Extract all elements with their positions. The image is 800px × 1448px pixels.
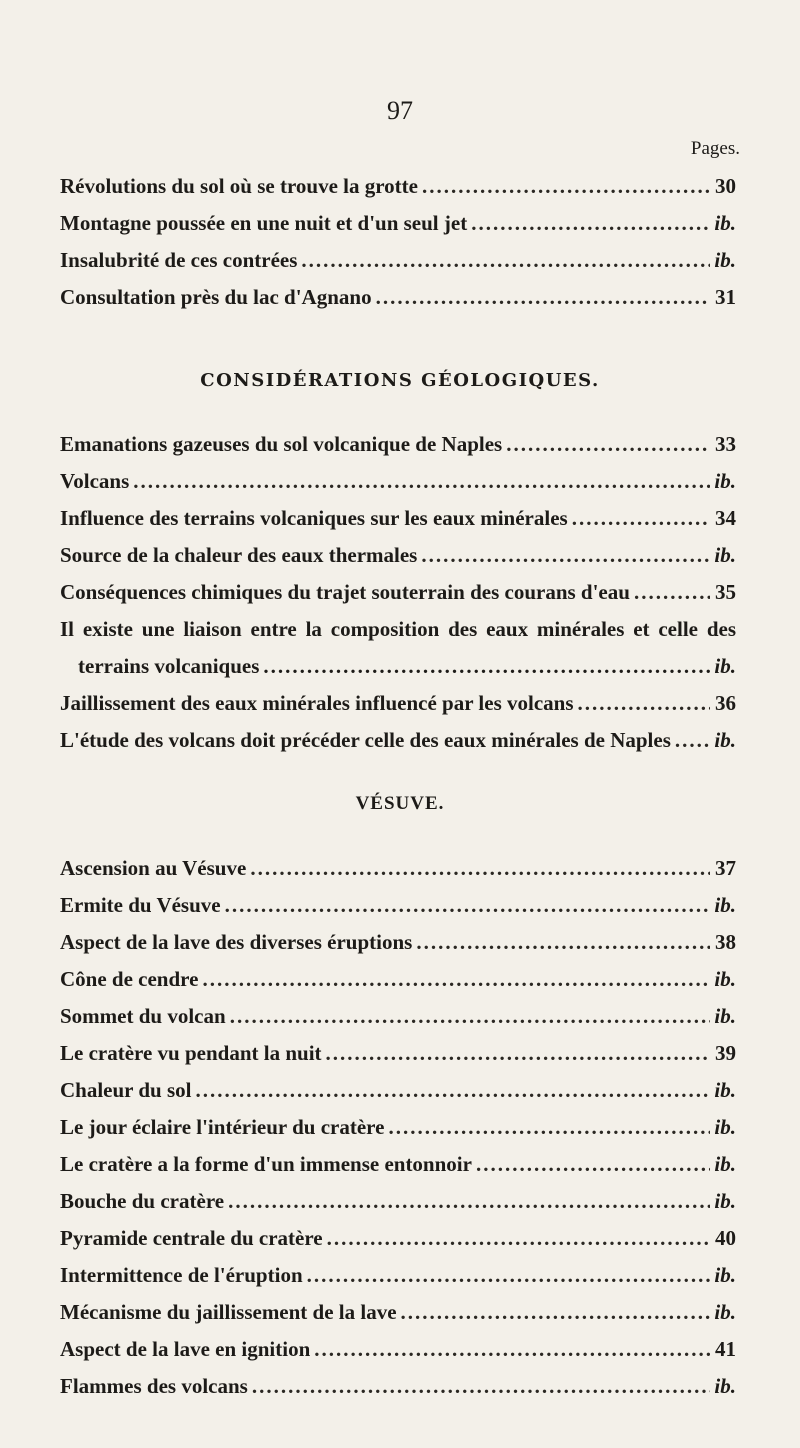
toc-entry-text: Bouche du cratère [60,1189,225,1213]
toc-entry-text: Il existe une liaison entre la composition des eaux minérales et celle des [60,617,736,641]
toc-entry-text: Flammes des volcans [60,1374,248,1398]
toc-entry-page: 37 [715,856,736,880]
toc-entry [60,1257,736,1294]
toc-entry-text: Conséquences chimiques du trajet souterrain des courans d'eau [60,580,630,604]
toc-entry-text: Ermite du Vésuve [60,893,221,917]
toc-entry [60,1109,736,1146]
toc-entry-page: ib. [714,1189,736,1213]
toc-entry [60,574,736,611]
dot-leader [307,1257,710,1294]
dot-leader [675,722,710,759]
toc-entry [60,537,736,574]
toc-entry-text: Aspect de la lave des diverses éruptions [60,930,413,954]
toc-entry-text: Révolutions du sol où se trouve la grotte [60,174,418,198]
toc-entry [60,1146,736,1183]
section-heading-geology: CONSIDÉRATIONS GÉOLOGIQUES. [200,370,600,391]
toc-entry-text: Montagne poussée en une nuit et d'un seul jet [60,211,468,235]
pages-column-label: Pages. [690,138,740,159]
dot-leader [196,1072,711,1109]
toc-entry-page: 33 [715,432,736,456]
toc-entry-page: ib. [714,211,736,235]
toc-entry-text: Emanations gazeuses du sol volcanique de Naples [60,432,503,456]
dot-leader [133,463,710,500]
toc-entry [60,1331,736,1368]
toc-entry-page: ib. [714,654,736,678]
dot-leader [327,1220,710,1257]
toc-entry [60,924,736,961]
toc-entry-text: Le cratère vu pendant la nuit [60,1041,322,1065]
toc-entry-text: Jaillissement des eaux minérales influencé par les volcans [60,691,574,715]
dot-leader [471,205,710,242]
dot-leader [422,168,710,205]
dot-leader [416,924,710,961]
toc-entry-text: Volcans [60,469,130,493]
toc-entry-page: 38 [715,930,736,954]
dot-leader [263,648,710,685]
toc-entry-text: Cône de cendre [60,967,199,991]
dot-leader [476,1146,710,1183]
toc-entry [60,887,736,924]
toc-entry-page: ib. [714,543,736,567]
toc-entry-text: Source de la chaleur des eaux thermales [60,543,418,567]
dot-leader [301,242,710,279]
toc-group-1 [60,168,736,316]
dot-leader [421,537,710,574]
dot-leader [376,279,710,316]
dot-leader [572,500,710,537]
toc-entry [60,722,736,759]
toc-entry-text: Pyramide centrale du cratère [60,1226,323,1250]
toc-entry [60,998,736,1035]
toc-entry-page: ib. [714,728,736,752]
toc-entry-text: Chaleur du sol [60,1078,192,1102]
dot-leader [326,1035,710,1072]
dot-leader [225,887,710,924]
toc-entry [60,1220,736,1257]
toc-entry [60,1183,736,1220]
toc-entry-page: ib. [714,1300,736,1324]
toc-entry-multiline [60,611,736,685]
toc-entry [60,961,736,998]
toc-entry-text: Le jour éclaire l'intérieur du cratère [60,1115,385,1139]
toc-entry [60,205,736,242]
toc-entry-page: 41 [715,1337,736,1361]
toc-group-3 [60,850,736,1405]
toc-entry [60,1035,736,1072]
toc-entry [60,426,736,463]
toc-entry-page: ib. [714,1004,736,1028]
toc-entry-page: 39 [715,1041,736,1065]
toc-entry-page: 35 [715,580,736,604]
toc-entry-text: Mécanisme du jaillissement de la lave [60,1300,397,1324]
toc-entry-text: Influence des terrains volcaniques sur les eaux minérales [60,506,568,530]
dot-leader [401,1294,710,1331]
toc-entry [60,685,736,722]
toc-entry-text: Insalubrité de ces contrées [60,248,298,272]
dot-leader [230,998,710,1035]
toc-entry-page: ib. [714,893,736,917]
toc-entry-page: ib. [714,1374,736,1398]
toc-entry-page: ib. [714,967,736,991]
toc-entry-page: ib. [714,469,736,493]
toc-entry [60,1294,736,1331]
toc-entry-page: 34 [715,506,736,530]
toc-entry-text: Consultation près du lac d'Agnano [60,285,372,309]
dot-leader [228,1183,710,1220]
dot-leader [250,850,710,887]
toc-entry [60,500,736,537]
toc-entry [60,1368,736,1405]
toc-entry-page: 30 [715,174,736,198]
toc-group-2 [60,426,736,759]
section-heading-vesuve: VÉSUVE. [355,793,445,814]
toc-entry-text-continued: terrains volcaniques [78,654,260,678]
toc-entry-text: Intermittence de l'éruption [60,1263,303,1287]
toc-entry [60,168,736,205]
dot-leader [388,1109,710,1146]
dot-leader [506,426,710,463]
toc-entry-page: ib. [714,1078,736,1102]
dot-leader [314,1331,710,1368]
toc-entry-text: L'étude des volcans doit précéder celle des eaux minérales de Naples [60,728,671,752]
toc-entry-page: 40 [715,1226,736,1250]
toc-entry-page: ib. [714,1115,736,1139]
toc-entry-page: ib. [714,248,736,272]
toc-entry [60,463,736,500]
dot-leader [202,961,710,998]
toc-entry-text: Sommet du volcan [60,1004,226,1028]
page-number: 97 [387,96,413,125]
toc-entry-text: Aspect de la lave en ignition [60,1337,311,1361]
toc-entry-page: 36 [715,691,736,715]
toc-entry-text: Ascension au Vésuve [60,856,247,880]
toc-entry [60,242,736,279]
dot-leader [252,1368,710,1405]
toc-entry-page: 31 [715,285,736,309]
toc-entry [60,279,736,316]
dot-leader [578,685,710,722]
toc-entry-page: ib. [714,1263,736,1287]
toc-entry [60,850,736,887]
toc-entry [60,1072,736,1109]
toc-entry-page: ib. [714,1152,736,1176]
toc-entry-text: Le cratère a la forme d'un immense entonnoir [60,1152,472,1176]
dot-leader [634,574,710,611]
